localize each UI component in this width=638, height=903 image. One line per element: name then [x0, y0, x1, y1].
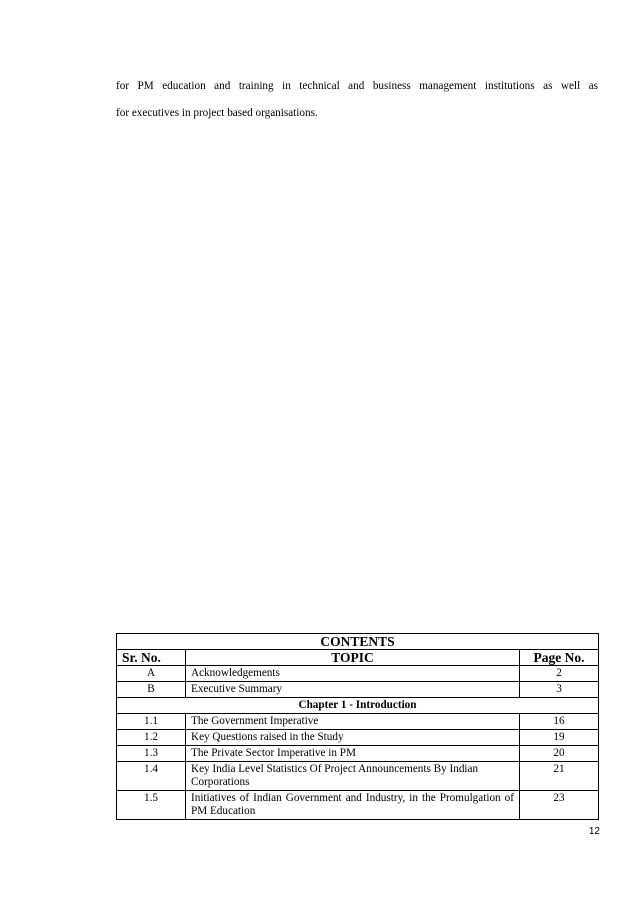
row-page: 23 — [520, 791, 599, 820]
header-topic: TOPIC — [186, 650, 520, 666]
contents-header-row — [117, 650, 599, 666]
table-row — [117, 746, 599, 762]
row-page: 2 — [520, 666, 599, 682]
row-topic: Key India Level Statistics Of Project Announcements By Indian Corporations — [186, 762, 520, 791]
header-sr-no: Sr. No. — [117, 650, 186, 666]
table-row — [117, 682, 599, 698]
row-page: 21 — [520, 762, 599, 791]
row-sr: B — [117, 682, 186, 698]
row-topic: Executive Summary — [186, 682, 520, 698]
header-page-no: Page No. — [520, 650, 599, 666]
row-topic: Key Questions raised in the Study — [186, 730, 520, 746]
row-page: 20 — [520, 746, 599, 762]
row-page: 19 — [520, 730, 599, 746]
contents-table — [116, 633, 599, 820]
row-sr: 1.5 — [117, 791, 186, 820]
row-sr: 1.2 — [117, 730, 186, 746]
page-number: 12 — [588, 826, 600, 837]
table-row — [117, 762, 599, 791]
contents-title-row — [117, 634, 599, 650]
paragraph-line-1: for PM education and training in technical and business management institutions as well as — [116, 80, 598, 92]
contents-title: CONTENTS — [117, 634, 599, 650]
table-row — [117, 791, 599, 820]
table-row — [117, 714, 599, 730]
row-topic: The Private Sector Imperative in PM — [186, 746, 520, 762]
table-row — [117, 730, 599, 746]
row-topic: Initiatives of Indian Government and Industry, in the Promulgation of PM Education — [186, 791, 520, 820]
paragraph-line-2: for executives in project based organisations. — [116, 107, 318, 119]
table-row — [117, 666, 599, 682]
row-topic: The Government Imperative — [186, 714, 520, 730]
chapter-heading-row — [117, 698, 599, 714]
row-sr: A — [117, 666, 186, 682]
chapter-title: Chapter 1 - Introduction — [117, 698, 599, 714]
row-topic: Acknowledgements — [186, 666, 520, 682]
row-page: 3 — [520, 682, 599, 698]
row-sr: 1.4 — [117, 762, 186, 791]
body-paragraph — [116, 73, 598, 127]
row-sr: 1.1 — [117, 714, 186, 730]
row-sr: 1.3 — [117, 746, 186, 762]
row-page: 16 — [520, 714, 599, 730]
